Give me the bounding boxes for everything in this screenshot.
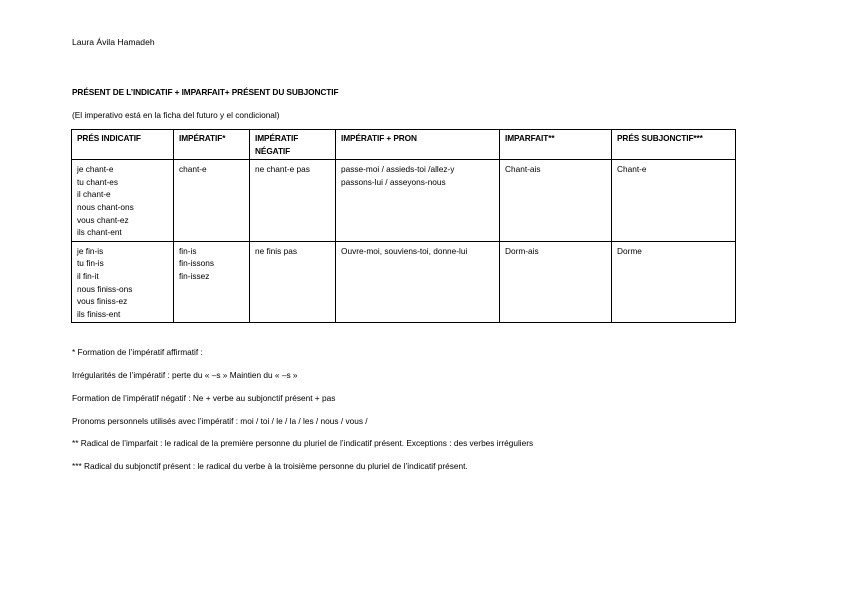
- cell-imperatif-negatif: ne finis pas: [250, 241, 336, 323]
- cell-imperatif-pron: Ouvre-moi, souviens-toi, donne-lui: [336, 241, 500, 323]
- cell-imperatif-negatif: ne chant-e pas: [250, 160, 336, 242]
- note-imperatif-negatif: Formation de l’impératif négatif : Ne + verbe au subjonctif présent + pas: [72, 393, 336, 403]
- table-row: [72, 160, 736, 242]
- cell-pres-indicatif: je fin-is tu fin-is il fin-it nous finiss-ons vous finiss-ez ils finiss-ent: [72, 241, 174, 323]
- cell-pres-subjonctif: Chant-e: [612, 160, 736, 242]
- cell-imperatif: fin-is fin-issons fin-issez: [174, 241, 250, 323]
- cell-imparfait: Dorm-ais: [500, 241, 612, 323]
- conjugation-table: [71, 129, 736, 323]
- cell-imperatif-pron: passe-moi / assieds-toi /allez-y passons-lui / asseyons-nous: [336, 160, 500, 242]
- note-pronoms-personnels: Pronoms personnels utilisés avec l’impératif : moi / toi / le / la / les / nous / vous /: [72, 416, 368, 426]
- document-subtitle: (El imperativo está en la ficha del futuro y el condicional): [72, 110, 280, 120]
- header-imperatif: IMPÉRATIF*: [174, 130, 250, 160]
- cell-pres-subjonctif: Dorme: [612, 241, 736, 323]
- cell-imperatif: chant-e: [174, 160, 250, 242]
- table-header-row: [72, 130, 736, 160]
- author-name: Laura Ávila Hamadeh: [72, 37, 155, 47]
- table-row: [72, 241, 736, 323]
- note-imperatif-formation: * Formation de l’impératif affirmatif :: [72, 347, 203, 357]
- header-imperatif-negatif: IMPÉRATIF NÉGATIF: [250, 130, 336, 160]
- header-imparfait: IMPARFAIT**: [500, 130, 612, 160]
- header-pres-subjonctif: PRÉS SUBJONCTIF***: [612, 130, 736, 160]
- note-imperatif-irregularites: Irrégularités de l’impératif : perte du « –s » Maintien du « –s »: [72, 370, 298, 380]
- document-title: PRÉSENT DE L’INDICATIF + IMPARFAIT+ PRÉSENT DU SUBJONCTIF: [72, 87, 339, 97]
- note-radical-imparfait: ** Radical de l’imparfait : le radical de la première personne du pluriel de l’indicatif présent. Exceptions : des verbes irréguliers: [72, 438, 534, 448]
- header-pres-indicatif: PRÉS INDICATIF: [72, 130, 174, 160]
- cell-pres-indicatif: je chant-e tu chant-es il chant-e nous chant-ons vous chant-ez ils chant-ent: [72, 160, 174, 242]
- note-radical-subjonctif: *** Radical du subjonctif présent : le radical du verbe à la troisième personne du pluriel de l’indicatif présent.: [72, 461, 468, 471]
- cell-imparfait: Chant-ais: [500, 160, 612, 242]
- header-imperatif-pron: IMPÉRATIF + PRON: [336, 130, 500, 160]
